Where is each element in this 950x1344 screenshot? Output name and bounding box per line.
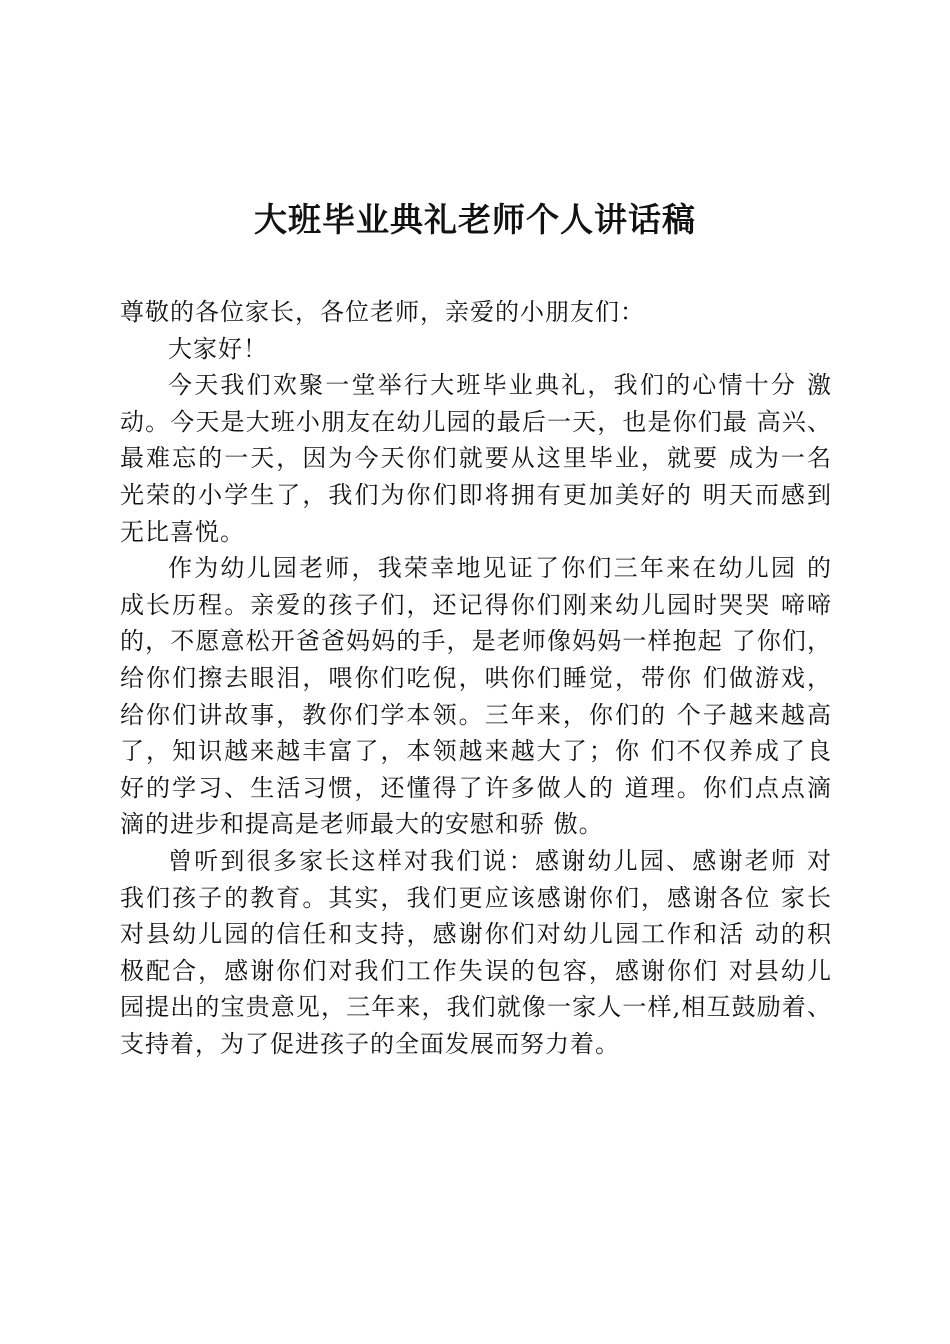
text-line: 了，知识越来越丰富了，本领越来越大了；你 们不仅养成了良	[120, 737, 832, 766]
document-title: 大班毕业典礼老师个人讲话稿	[254, 200, 696, 239]
text-line: 今天我们欢聚一堂举行大班毕业典礼，我们的心情十分 激	[168, 371, 832, 400]
text-line: 支持着，为了促进孩子的全面发展而努力着。	[120, 1029, 620, 1058]
text-line: 给你们讲故事，教你们学本领。三年来，你们的 个子越来越高	[120, 700, 832, 729]
text-line: 极配合，感谢你们对我们工作失误的包容，感谢你们 对县幼儿	[120, 956, 832, 985]
text-line: 好的学习、生活习惯，还懂得了许多做人的 道理。你们点点滴	[120, 773, 832, 802]
text-line: 曾听到很多家长这样对我们说：感谢幼儿园、感谢老师 对	[168, 846, 832, 875]
text-line: 最难忘的一天，因为今天你们就要从这里毕业，就要 成为一名	[120, 444, 832, 473]
text-line: 大家好！	[168, 334, 268, 363]
text-line: 滴的进步和提高是老师最大的安慰和骄 傲。	[120, 810, 604, 839]
text-line: 作为幼儿园老师，我荣幸地见证了你们三年来在幼儿园 的	[168, 554, 832, 583]
text-line: 园提出的宝贵意见，三年来，我们就像一家人一样,相互鼓励着、	[120, 993, 832, 1022]
text-line: 给你们擦去眼泪，喂你们吃倪，哄你们睡觉，带你 们做游戏，	[120, 663, 832, 692]
text-line: 成长历程。亲爱的孩子们，还记得你们刚来幼儿园时哭哭 啼啼	[120, 590, 832, 619]
text-line: 我们孩子的教育。其实，我们更应该感谢你们，感谢各位 家长	[120, 883, 832, 912]
document-body	[120, 294, 832, 1062]
text-line: 无比喜悦。	[120, 517, 245, 546]
text-line: 尊敬的各位家长，各位老师，亲爱的小朋友们：	[120, 298, 645, 326]
text-line: 对县幼儿园的信任和支持，感谢你们对幼儿园工作和活 动的积	[120, 920, 832, 949]
text-line: 的，不愿意松开爸爸妈妈的手，是老师像妈妈一样抱起 了你们，	[120, 627, 832, 656]
text-line: 光荣的小学生了，我们为你们即将拥有更加美好的 明天而感到	[120, 480, 832, 509]
text-line: 动。今天是大班小朋友在幼儿园的最后一天，也是你们最 高兴、	[120, 407, 832, 436]
